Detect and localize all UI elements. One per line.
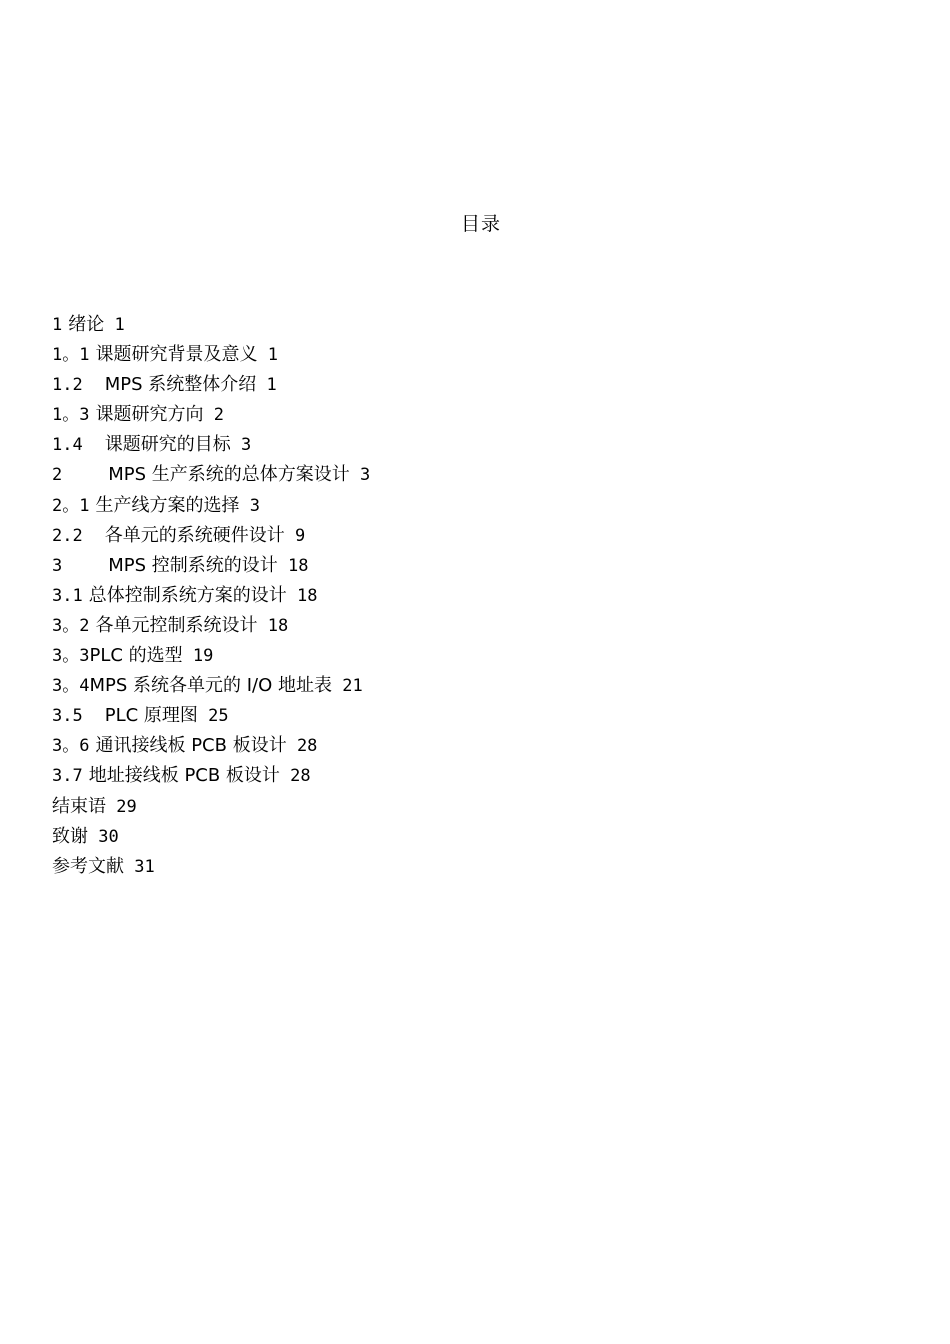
- toc-entry-number: 1: [52, 315, 63, 335]
- toc-entry-number: 1。1: [52, 345, 90, 366]
- toc-entry-label: 课题研究的目标: [104, 434, 231, 456]
- toc-entry: [52, 553, 912, 583]
- toc-entry-number: 1.2: [52, 375, 83, 396]
- toc-entry-page-number: 3: [239, 495, 260, 516]
- toc-entry: [52, 493, 912, 523]
- toc-entry-label: 结束语: [52, 795, 106, 817]
- toc-entry-label: 总体控制系统方案的设计: [88, 584, 287, 606]
- toc-entry: [52, 462, 912, 492]
- table-of-contents: [52, 312, 912, 884]
- toc-entry-label: 致谢: [52, 825, 88, 847]
- toc-entry-label: MPS 系统整体介绍: [104, 374, 257, 396]
- toc-entry-number: 2。1: [52, 495, 90, 516]
- toc-entry-page-number: 30: [88, 826, 119, 847]
- toc-entry: [52, 372, 912, 402]
- toc-entry: [52, 824, 912, 854]
- toc-entry-page-number: 1: [257, 345, 278, 366]
- toc-entry-number: 3.7: [52, 766, 83, 787]
- toc-entry-label: 通讯接线板 PCB 板设计: [95, 735, 287, 757]
- toc-entry: [52, 673, 912, 703]
- toc-entry-page-number: 28: [286, 736, 318, 757]
- toc-entry-number: 3。2: [52, 615, 90, 636]
- toc-entry-label: 绪论: [68, 314, 105, 335]
- toc-entry: [52, 794, 912, 824]
- toc-entry-label: 生产线方案的选择: [95, 494, 240, 516]
- toc-entry-label: MPS 系统各单元的 I/O 地址表: [89, 675, 333, 697]
- toc-entry-label: PLC 原理图: [104, 705, 198, 727]
- toc-entry-page-number: 18: [257, 615, 289, 636]
- toc-entry: [52, 733, 912, 763]
- toc-entry-page-number: 31: [124, 856, 155, 877]
- toc-entry: [52, 703, 912, 733]
- toc-entry-page-number: 1: [104, 315, 125, 335]
- page-title: 目录: [460, 213, 501, 235]
- toc-entry-label: 各单元控制系统设计: [95, 614, 258, 636]
- toc-entry-page-number: 18: [286, 585, 318, 606]
- toc-entry-label: PLC 的选型: [89, 645, 183, 667]
- toc-entry-page-number: 3: [230, 435, 252, 456]
- toc-entry: [52, 854, 912, 884]
- toc-entry: [52, 523, 912, 553]
- toc-entry: [52, 342, 912, 372]
- toc-entry-page-number: 21: [332, 676, 363, 697]
- toc-entry-page-number: 1: [256, 375, 277, 396]
- toc-entry-page-number: 25: [197, 706, 229, 727]
- toc-entry: [52, 613, 912, 643]
- toc-entry-label: 参考文献: [52, 855, 124, 877]
- toc-entry-number: 3。6: [52, 736, 90, 757]
- toc-entry-number: 3.5: [52, 706, 83, 727]
- toc-entry-number: 2: [52, 465, 63, 486]
- toc-entry: [52, 583, 912, 613]
- toc-entry-number: 1。3: [52, 405, 90, 426]
- toc-entry-page-number: 3: [349, 465, 371, 486]
- toc-entry-page-number: 2: [203, 405, 224, 426]
- toc-entry-number: 3。4: [52, 676, 90, 697]
- toc-entry-label: 课题研究方向: [95, 404, 204, 426]
- toc-entry-page-number: 19: [182, 646, 214, 667]
- toc-entry-number: 1.4: [52, 435, 83, 456]
- toc-entry-number: 3.1: [52, 585, 83, 606]
- toc-entry-label: 各单元的系统硬件设计: [104, 524, 285, 546]
- toc-entry-label: MPS 生产系统的总体方案设计: [108, 464, 350, 486]
- toc-entry-page-number: 28: [279, 766, 311, 787]
- toc-entry-label: MPS 控制系统的设计: [108, 554, 278, 576]
- toc-entry: [52, 432, 912, 462]
- toc-entry-label: 地址接线板 PCB 板设计: [88, 765, 280, 787]
- toc-entry: [52, 643, 912, 673]
- toc-entry: [52, 312, 912, 342]
- toc-entry-page-number: 9: [284, 525, 306, 546]
- toc-entry: [52, 763, 912, 793]
- toc-entry-page-number: 18: [277, 555, 309, 576]
- toc-entry: [52, 402, 912, 432]
- toc-entry-page-number: 29: [106, 796, 137, 817]
- toc-entry-label: 课题研究背景及意义: [95, 344, 258, 366]
- toc-entry-number: 3。3: [52, 646, 90, 667]
- toc-entry-number: 2.2: [52, 525, 83, 546]
- toc-entry-number: 3: [52, 555, 63, 576]
